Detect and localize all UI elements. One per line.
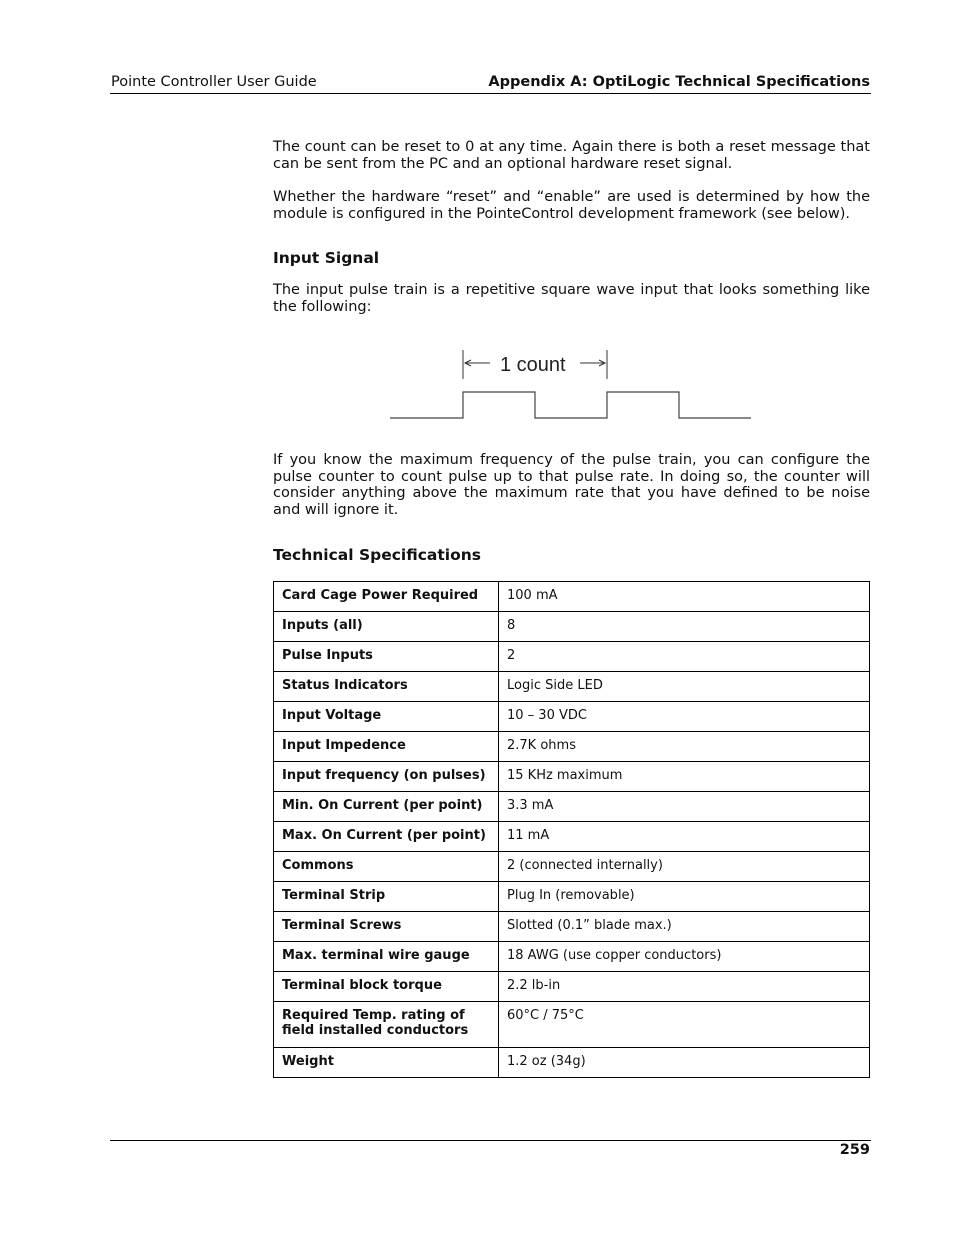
spec-value: Slotted (0.1” blade max.) xyxy=(499,912,870,942)
spec-value: 15 KHz maximum xyxy=(499,762,870,792)
spec-label: Input frequency (on pulses) xyxy=(274,762,499,792)
paragraph-hardware: Whether the hardware “reset” and “enable” are used is determined by how the module is configured in the PointeControl development framework (see below). xyxy=(273,189,870,222)
spec-value: 3.3 mA xyxy=(499,792,870,822)
spec-value: 8 xyxy=(499,612,870,642)
table-row xyxy=(274,582,870,612)
spec-value: 10 – 30 VDC xyxy=(499,702,870,732)
spec-value: 60°C / 75°C xyxy=(499,1002,870,1048)
heading-input-signal: Input Signal xyxy=(273,249,380,267)
table-row xyxy=(274,642,870,672)
spec-table xyxy=(273,581,870,1078)
footer-rule xyxy=(110,1140,871,1141)
spec-label: Max. On Current (per point) xyxy=(274,822,499,852)
spec-value: 2.2 lb-in xyxy=(499,972,870,1002)
square-wave-line xyxy=(390,392,751,418)
table-row xyxy=(274,762,870,792)
header-section-title: Appendix A: OptiLogic Technical Specifications xyxy=(488,74,870,90)
spec-label: Min. On Current (per point) xyxy=(274,792,499,822)
table-row xyxy=(274,702,870,732)
spec-value: 2 xyxy=(499,642,870,672)
spec-value: Logic Side LED xyxy=(499,672,870,702)
spec-label: Inputs (all) xyxy=(274,612,499,642)
table-row xyxy=(274,942,870,972)
table-row xyxy=(274,882,870,912)
pulse-train-figure xyxy=(390,345,752,425)
spec-label: Commons xyxy=(274,852,499,882)
table-row xyxy=(274,1002,870,1048)
spec-value: 100 mA xyxy=(499,582,870,612)
table-row xyxy=(274,672,870,702)
page-header xyxy=(110,73,871,94)
spec-label: Weight xyxy=(274,1048,499,1078)
table-row xyxy=(274,972,870,1002)
spec-value: 2 (connected internally) xyxy=(499,852,870,882)
header-doc-title: Pointe Controller User Guide xyxy=(111,74,317,90)
spec-label: Status Indicators xyxy=(274,672,499,702)
table-row xyxy=(274,822,870,852)
table-row xyxy=(274,1048,870,1078)
paragraph-max-frequency: If you know the maximum frequency of the pulse train, you can configure the pulse counter to count pulse up to that pulse rate. In doing so, the counter will consider anything above the maximum rate that you have defined to be noise and will ignore it. xyxy=(273,452,870,518)
table-row xyxy=(274,792,870,822)
table-row xyxy=(274,732,870,762)
square-wave-diagram xyxy=(390,345,752,425)
spec-value: 18 AWG (use copper conductors) xyxy=(499,942,870,972)
spec-value: 2.7K ohms xyxy=(499,732,870,762)
table-row xyxy=(274,612,870,642)
spec-label: Required Temp. rating of field installed conductors xyxy=(274,1002,499,1048)
table-row xyxy=(274,852,870,882)
spec-value: 11 mA xyxy=(499,822,870,852)
table-row xyxy=(274,912,870,942)
spec-label: Max. terminal wire gauge xyxy=(274,942,499,972)
page-number: 259 xyxy=(839,1142,870,1158)
spec-label: Pulse Inputs xyxy=(274,642,499,672)
spec-label: Input Voltage xyxy=(274,702,499,732)
spec-label: Terminal block torque xyxy=(274,972,499,1002)
paragraph-input-pulse: The input pulse train is a repetitive square wave input that looks something like the following: xyxy=(273,282,870,315)
count-label: 1 count xyxy=(500,354,566,376)
spec-value: Plug In (removable) xyxy=(499,882,870,912)
paragraph-reset: The count can be reset to 0 at any time. Again there is both a reset message that can be sent from the PC and an optional hardware reset signal. xyxy=(273,139,870,172)
spec-label: Terminal Screws xyxy=(274,912,499,942)
spec-label: Card Cage Power Required xyxy=(274,582,499,612)
heading-technical-specifications: Technical Specifications xyxy=(273,546,481,564)
spec-value: 1.2 oz (34g) xyxy=(499,1048,870,1078)
spec-label: Terminal Strip xyxy=(274,882,499,912)
spec-label: Input Impedence xyxy=(274,732,499,762)
